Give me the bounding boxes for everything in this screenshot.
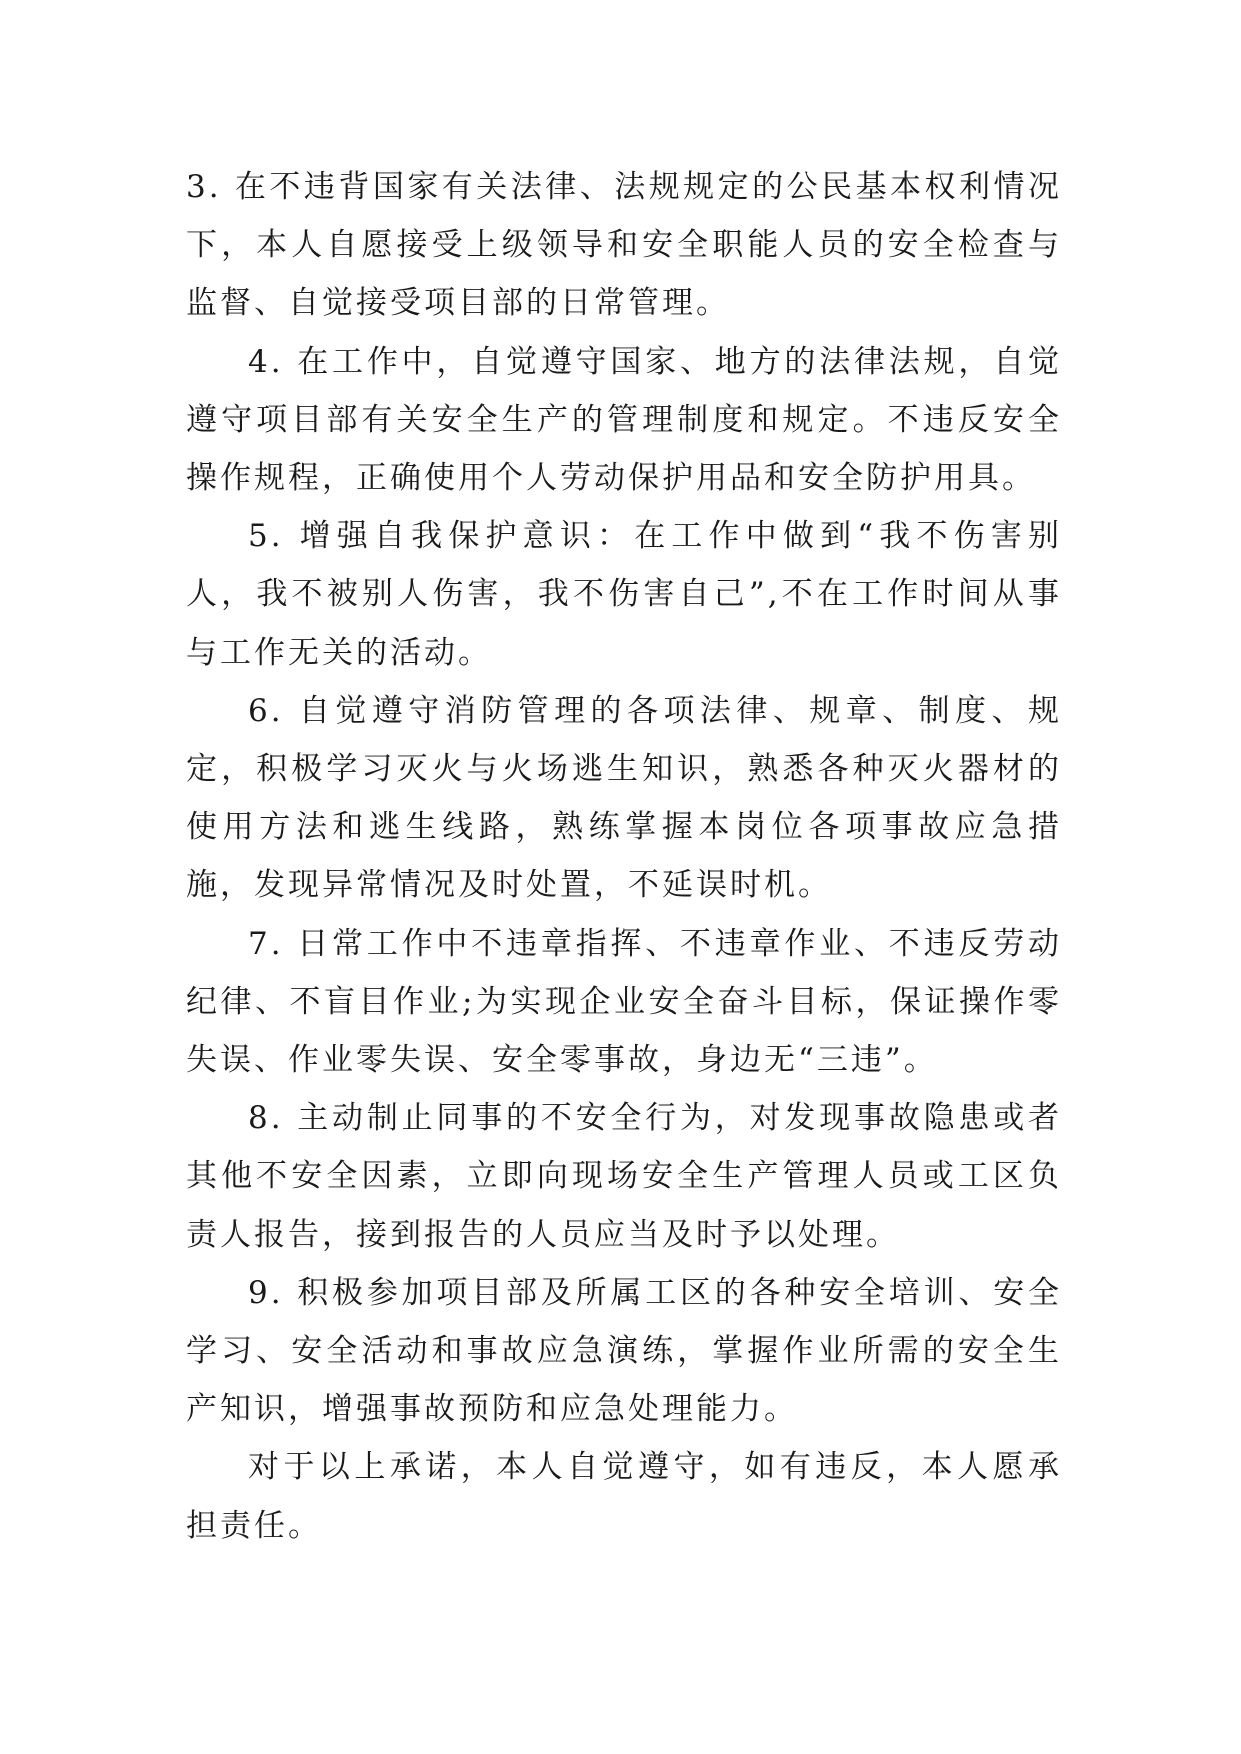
paragraph-item-9: 9. 积极参加项目部及所属工区的各种安全培训、安全学习、安全活动和事故应急演练，掌握作业所需的安全生产知识，增强事故预防和应急处理能力。 (186, 1274, 1062, 1428)
paragraph-item-8: 8. 主动制止同事的不安全行为，对发现事故隐患或者其他不安全因素，立即向现场安全生产管理人员或工区负责人报告，接到报告的人员应当及时予以处理。 (186, 1100, 1062, 1253)
document-body (186, 158, 1062, 1555)
closing-paragraph: 对于以上承诺，本人自觉遵守，如有违反，本人愿承担责任。 (186, 1449, 1062, 1544)
paragraph-item-6: 6. 自觉遵守消防管理的各项法律、规章、制度、规定，积极学习灭火与火场逃生知识，熟悉各种灭火器材的使用方法和逃生线路，熟练掌握本岗位各项事故应急措施，发现异常情况及时处置，不延误时机。 (186, 692, 1062, 904)
paragraph-item-7: 7. 日常工作中不违章指挥、不违章作业、不违反劳动纪律、不盲目作业;为实现企业安全奋斗目标，保证操作零失误、作业零失误、安全零事故，身边无“三违”。 (186, 925, 1062, 1079)
paragraph-item-4: 4. 在工作中，自觉遵守国家、地方的法律法规，自觉遵守项目部有关安全生产的管理制度和规定。不违反安全操作规程，正确使用个人劳动保护用品和安全防护用具。 (186, 343, 1062, 497)
paragraph-item-5: 5. 增强自我保护意识：在工作中做到“我不伤害别人，我不被别人伤害，我不伤害自己”,不在工作时间从事与工作无关的活动。 (186, 518, 1062, 671)
paragraph-item-3: 3. 在不违背国家有关法律、法规规定的公民基本权利情况下，本人自愿接受上级领导和安全职能人员的安全检查与监督、自觉接受项目部的日常管理。 (186, 169, 1062, 322)
